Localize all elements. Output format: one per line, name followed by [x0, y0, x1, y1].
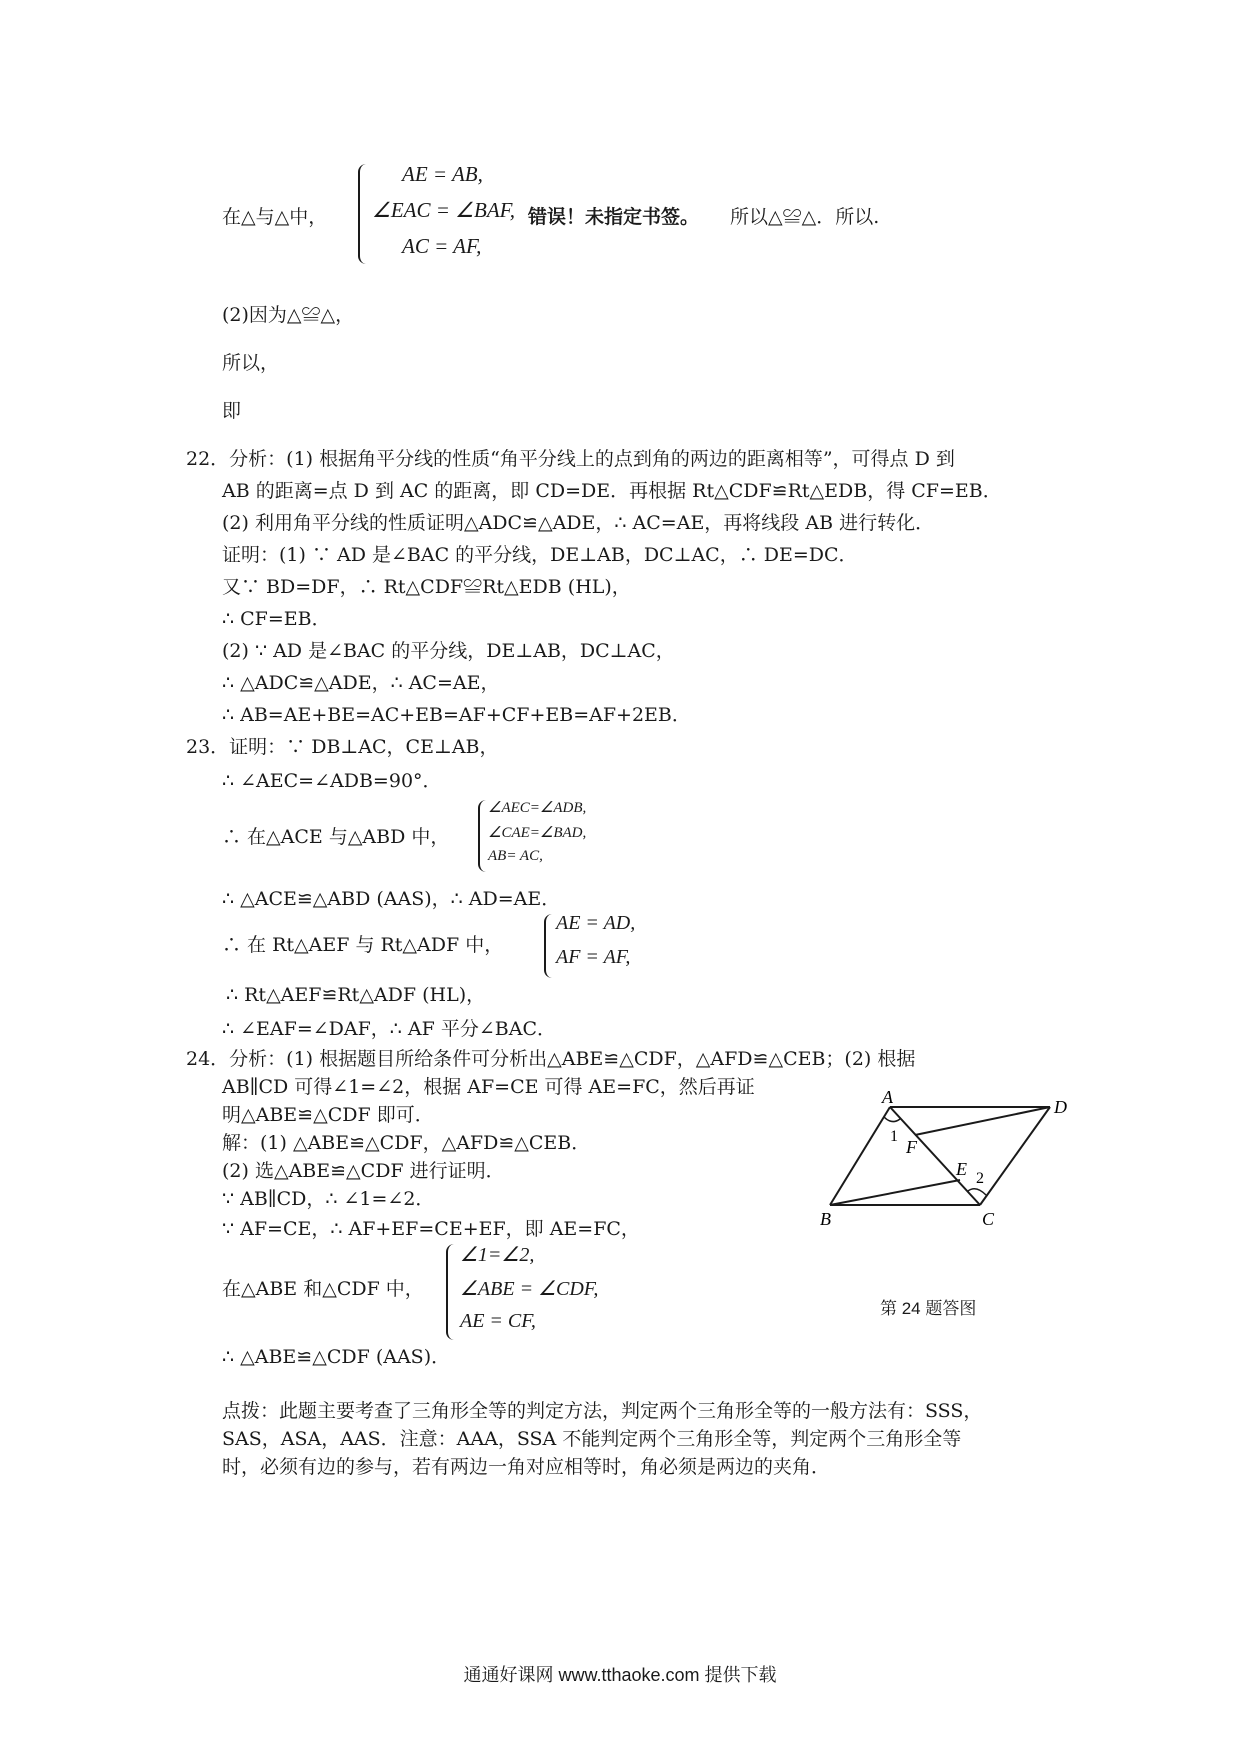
brace	[478, 800, 488, 872]
q22-line: 22．分析：(1) 根据角平分线的性质“角平分线上的点到角的两边的距离相等”，可得点 D 到	[186, 448, 955, 470]
label-b: B	[820, 1209, 831, 1229]
q23-line: ∴ 在△ACE 与△ABD 中，	[222, 826, 450, 848]
q21-line1-suffix: 所以△≌△．所以.	[730, 206, 880, 228]
q22-line: ∴ AB=AE+BE=AC+EB=AF+CF+EB=AF+2EB．	[222, 704, 691, 726]
q24-line: (2) 选△ABE≌△CDF 进行证明．	[222, 1160, 505, 1182]
page-footer: 通通好课网 www.tthaoke.com 提供下载	[463, 1665, 777, 1685]
brace	[544, 914, 554, 978]
label-e: E	[956, 1159, 967, 1179]
q22-line: (2) 利用角平分线的性质证明△ADC≌△ADE，∴ AC=AE，再将线段 AB 进行转化．	[222, 512, 935, 534]
equation-row: ∠1=∠2,	[460, 1244, 535, 1266]
equation-row: AE = AD,	[556, 912, 636, 934]
equation-row: AE = CF,	[460, 1310, 536, 1332]
q23-line: ∴ △ACE≌△ABD (AAS)，∴ AD=AE．	[222, 888, 561, 910]
q23-line: ∴ 在 Rt△AEF 与 Rt△ADF 中，	[222, 934, 504, 956]
equation-row: ∠AEC=∠ADB,	[488, 800, 587, 816]
q22-line: (2) ∵ AD 是∠BAC 的平分线，DE⊥AB，DC⊥AC，	[222, 640, 675, 662]
figure-caption: 第 24 题答图	[880, 1299, 977, 1318]
equation-row: AB= AC,	[488, 848, 543, 864]
q22-line: ∴ △ADC≌△ADE，∴ AC=AE，	[222, 672, 500, 694]
q24-line: 24．分析：(1) 根据题目所给条件可分析出△ABE≌△CDF，△AFD≌△CEB；(2) 根据	[186, 1048, 916, 1070]
label-d: D	[1054, 1097, 1067, 1117]
q23-equation-system-1	[478, 796, 618, 876]
q21-part2: (2)因为△≌△，	[222, 304, 355, 326]
equation-row: ∠CAE=∠BAD,	[488, 825, 587, 841]
note-line: SAS，ASA，AAS．注意：AAA，SSA 不能判定两个三角形全等，判定两个三角形全等	[222, 1428, 962, 1450]
q24-line: 在△ABE 和△CDF 中，	[222, 1278, 424, 1300]
q24-line: 解：(1) △ABE≌△CDF，△AFD≌△CEB．	[222, 1132, 591, 1154]
q21-line1-prefix: 在△与△中，	[222, 206, 328, 228]
side-ab	[830, 1107, 890, 1205]
q24-geometry-figure	[820, 1085, 1080, 1245]
q24-line: ∵ AF=CE，∴ AF+EF=CE+EF，即 AE=FC，	[222, 1218, 640, 1240]
q22-line: AB 的距离=点 D 到 AC 的距离，即 CD=DE．再根据 Rt△CDF≌Rt△EDB，得 CF=EB．	[222, 480, 1002, 502]
q24-line: 明△ABE≌△CDF 即可．	[222, 1104, 434, 1126]
brace	[446, 1244, 458, 1340]
note-line: 时，必须有边的参与，若有两边一角对应相等时，角必须是两边的夹角．	[222, 1456, 831, 1478]
q23-line: 23．证明：∵ DB⊥AC，CE⊥AB，	[186, 736, 499, 758]
q21-therefore: 所以，	[222, 352, 280, 374]
q21-namely: 即	[222, 400, 242, 422]
q24-equation-system	[446, 1240, 666, 1344]
label-a: A	[882, 1087, 893, 1107]
equation-row: AF = AF,	[556, 946, 631, 968]
q23-equation-system-2	[544, 910, 684, 982]
q24-line: ∵ AB∥CD，∴ ∠1=∠2．	[222, 1188, 435, 1210]
label-angle-2: 2	[976, 1170, 984, 1187]
q22-line: 证明：(1) ∵ AD 是∠BAC 的平分线，DE⊥AB，DC⊥AC，∴ DE=DC．	[222, 544, 858, 566]
label-f: F	[906, 1137, 917, 1157]
q23-line: ∴ ∠AEC=∠ADB=90°．	[222, 770, 442, 792]
label-c: C	[982, 1209, 995, 1229]
q24-line: AB∥CD 可得∠1=∠2，根据 AF=CE 可得 AE=FC，然后再证	[222, 1076, 755, 1098]
segment-df	[915, 1107, 1050, 1135]
side-dc	[980, 1107, 1050, 1205]
q24-line: ∴ △ABE≌△CDF (AAS)．	[222, 1346, 451, 1368]
equation-row: AC = AF,	[402, 234, 482, 258]
q22-line: ∴ CF=EB．	[222, 608, 331, 630]
brace	[358, 164, 370, 264]
note-line: 点拨：此题主要考查了三角形全等的判定方法，判定两个三角形全等的一般方法有：SSS，	[222, 1400, 983, 1422]
equation-row: ∠EAC = ∠BAF,	[372, 198, 516, 222]
angle-1-arc	[884, 1117, 900, 1122]
q23-line: ∴ ∠EAF=∠DAF，∴ AF 平分∠BAC．	[222, 1018, 557, 1040]
equation-row: AE = AB,	[402, 162, 483, 186]
q23-line: ∴ Rt△AEF≌Rt△ADF (HL)，	[226, 984, 486, 1006]
bookmark-error: 错误！未指定书签。	[528, 206, 700, 228]
q22-line: 又∵ BD=DF，∴ Rt△CDF≌Rt△EDB (HL)，	[222, 576, 631, 598]
equation-row: ∠ABE = ∠CDF,	[460, 1278, 599, 1300]
segment-be	[830, 1180, 960, 1205]
label-angle-1: 1	[890, 1128, 898, 1145]
